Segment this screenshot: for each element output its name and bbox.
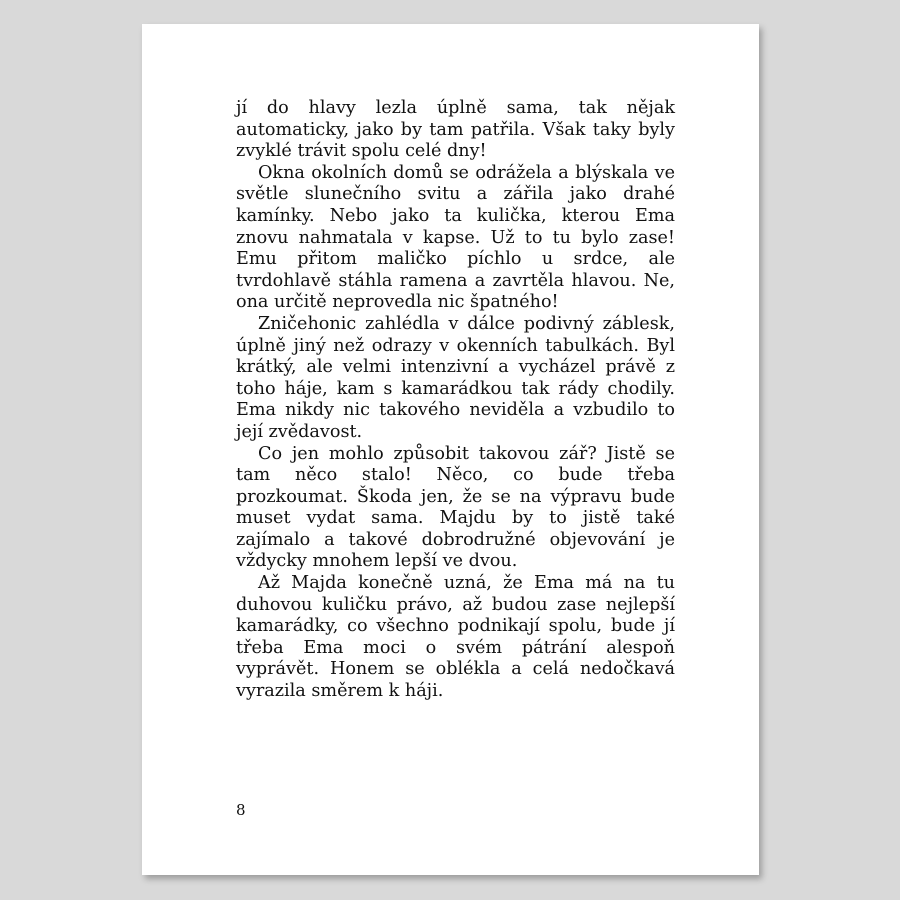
paragraph: jí do hlavy lezla úplně sama, tak nějak automaticky, jako by tam patřila. Však taky byly zvyklé trávit spolu celé dny! bbox=[236, 98, 675, 162]
body-text bbox=[236, 98, 675, 703]
page-number: 8 bbox=[236, 801, 246, 819]
paragraph: Až Majda konečně uzná, že Ema má na tu duhovou kuličku právo, až budou zase nejlepší kamarádky, co všechno podnikají spolu, bude jí třeba Ema moci o svém pátrání alespoň vyprávět. Honem se oblékla a celá nedočkavá vyrazila směrem k háji. bbox=[236, 573, 675, 702]
book-page bbox=[142, 24, 759, 875]
paragraph: Co jen mohlo způsobit takovou zář? Jistě se tam něco stalo! Něco, co bude třeba prozkoumat. Škoda jen, že se na výpravu bude muset vydat sama. Majdu by to jistě také zajímalo a takové dobrodružné objevování je vždycky mnohem lepší ve dvou. bbox=[236, 443, 675, 572]
paragraph: Okna okolních domů se odrážela a blýskala ve světle slunečního svitu a zářila jako drahé kamínky. Nebo jako ta kulička, kterou Ema znovu nahmatala v kapse. Už to tu bylo zase! Emu přitom maličko píchlo u srdce, ale tvrdohlavě stáhla ramena a zavrtěla hlavou. Ne, ona určitě neprovedla nic špatného! bbox=[236, 162, 675, 313]
paragraph: Zničehonic zahlédla v dálce podivný záblesk, úplně jiný než odrazy v okenních tabulkách. Byl krátký, ale velmi intenzivní a vycházel právě z toho háje, kam s kamarádkou tak rády chodily. Ema nikdy nic takového neviděla a vzbudilo to její zvědavost. bbox=[236, 313, 675, 442]
